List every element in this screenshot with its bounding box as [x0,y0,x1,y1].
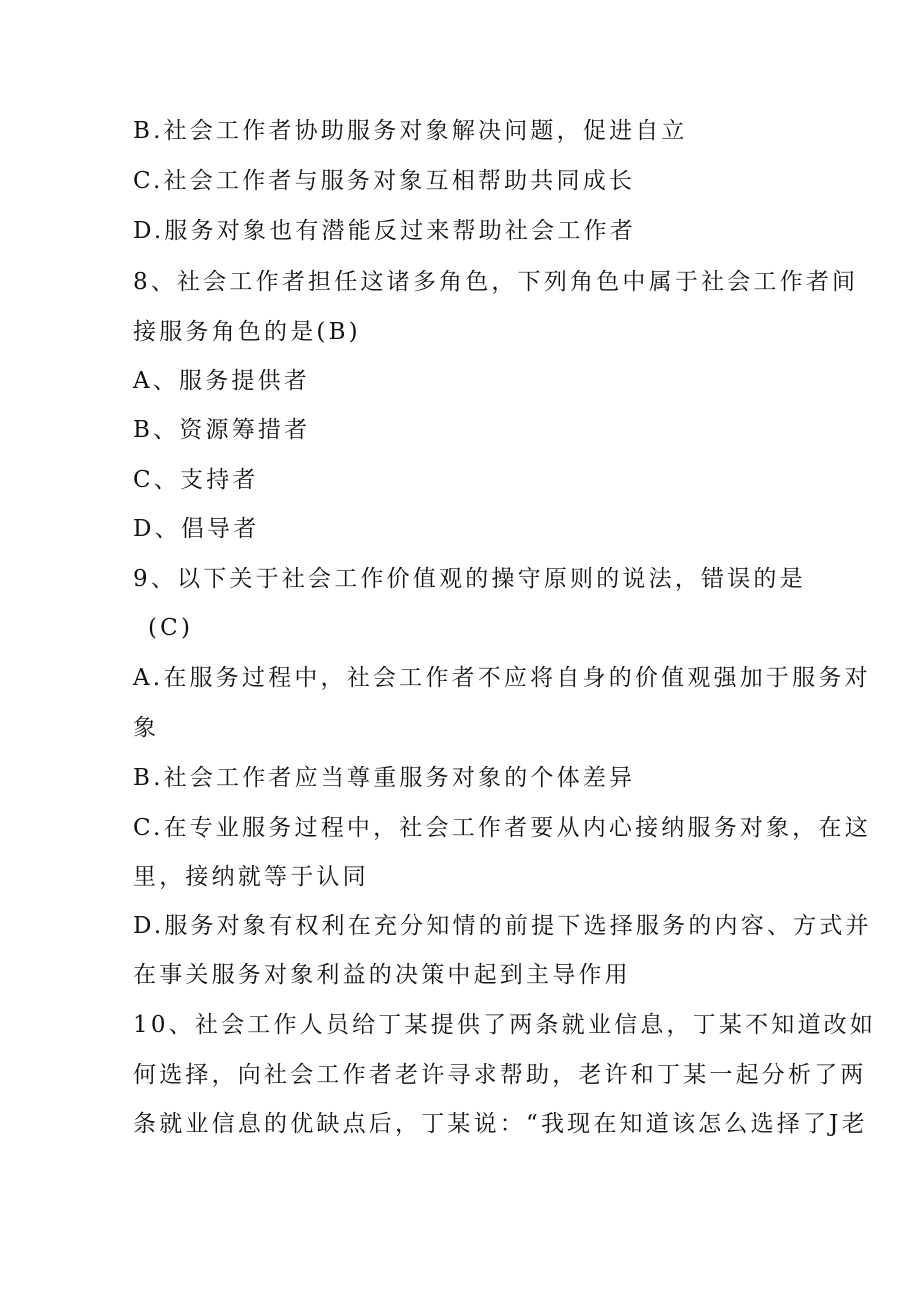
text-line: 接服务角色的是(B) [133,319,361,345]
text-line: B、资源筹措者 [133,417,311,443]
text-line: 何选择，向社会工作者老许寻求帮助，老许和丁某一起分析了两 [133,1062,867,1088]
text-line: D.服务对象也有潜能反过来帮助社会工作者 [133,218,636,244]
text-line: A、服务提供者 [133,368,311,394]
text-line: 8、社会工作者担任这诸多角色，下列角色中属于社会工作者间 [133,269,859,295]
text-line: C、支持者 [133,467,259,493]
text-line: 10、社会工作人员给丁某提供了两条就业信息，丁某不知道改如 [133,1012,877,1038]
text-line: (C) [148,615,194,641]
text-line: C.社会工作者与服务对象互相帮助共同成长 [133,168,636,194]
text-line: C.在专业服务过程中，社会工作者要从内心接纳服务对象，在这 [133,815,871,841]
text-line: B.社会工作者协助服务对象解决问题，促进自立 [133,118,688,144]
text-line: B.社会工作者应当尊重服务对象的个体差异 [133,765,636,791]
text-line: 象 [133,715,160,741]
text-line: 里，接纳就等于认同 [133,864,369,890]
text-line: 9、以下关于社会工作价值观的操守原则的说法，错误的是 [133,566,806,592]
text-line: D、倡导者 [133,516,260,542]
text-line: D.服务对象有权利在充分知情的前提下选择服务的内容、方式并 [133,913,872,939]
text-line: 条就业信息的优缺点后，丁某说：“我现在知道该怎么选择了J老 [133,1111,868,1137]
text-line: 在事关服务对象利益的决策中起到主导作用 [133,962,631,988]
text-line: A.在服务过程中，社会工作者不应将自身的价值观强加于服务对 [133,665,871,691]
